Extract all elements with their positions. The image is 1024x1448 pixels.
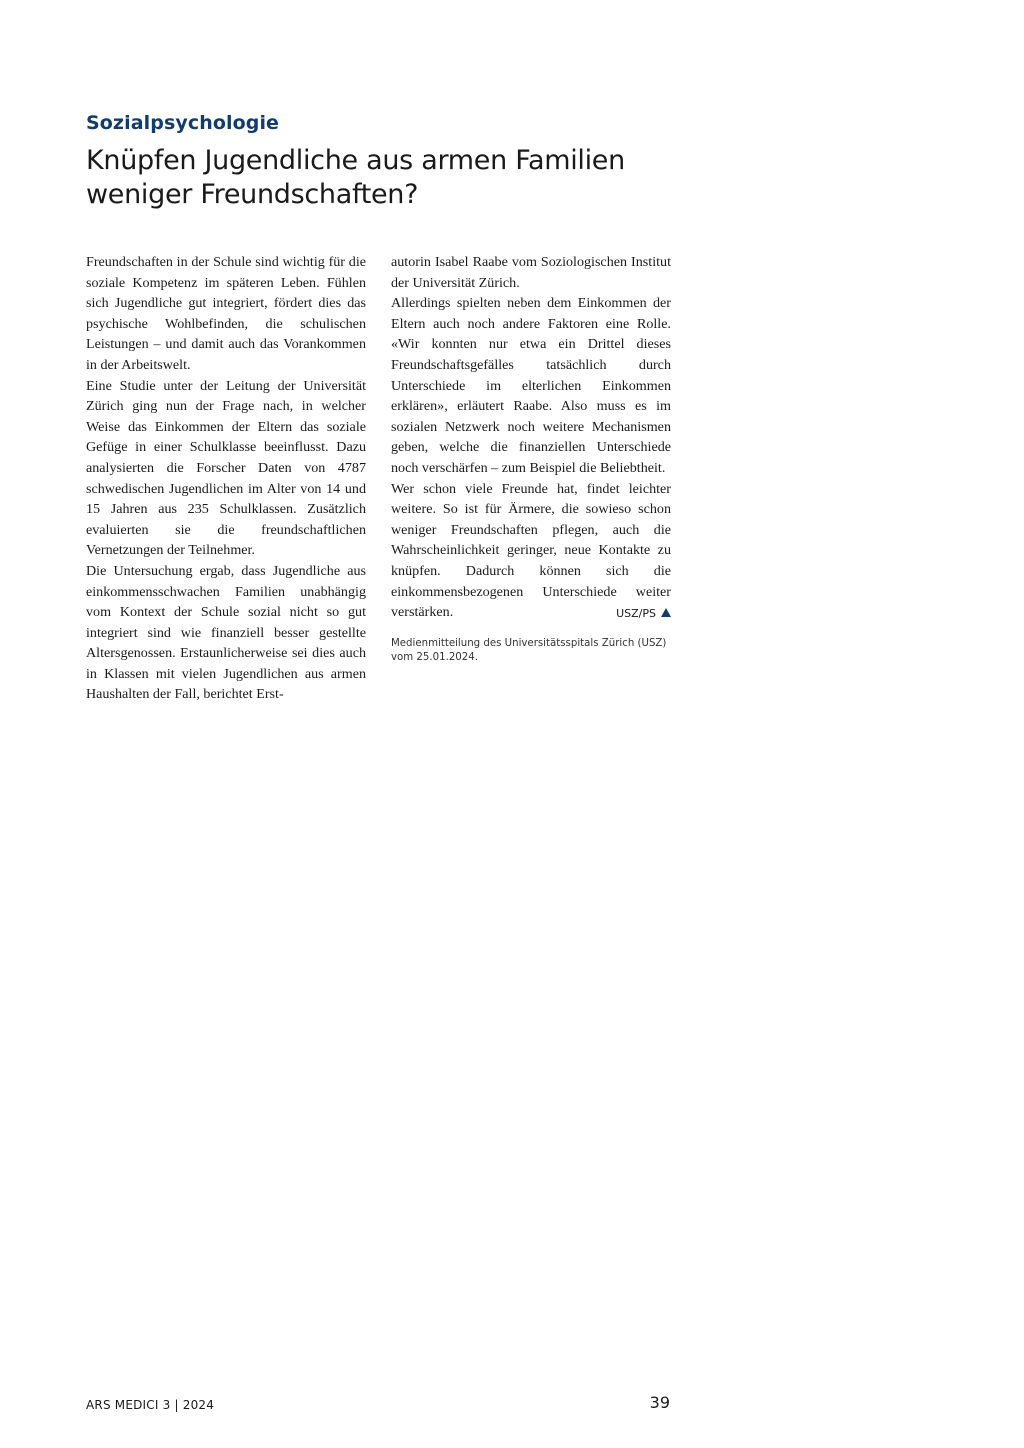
section-label: Sozialpsychologie (86, 112, 280, 134)
article-paragraph: Eine Studie unter der Leitung der Universität Zürich ging nun der Frage nach, in welcher Weise das Einkommen der Eltern das soziale Gefüge in einer Schulklasse beeinflusst. Dazu analysierten die Forscher Daten von 4787 schwedischen Jugendlichen im Alter von 14 und 15 Jahren aus 235 Schulklassen. Zusätzlich evaluierten sie die freundschaftlichen Vernetzungen der Teilnehmer. (86, 377, 366, 559)
page-number: 39 (649, 1393, 670, 1412)
article-paragraph: Freundschaften in der Schule sind wichtig für die soziale Kompetenz im späteren Leben. Fühlen sich Jugendliche gut integriert, fördert dies das psychische Wohlbefinden, die schulischen Leistungen – und damit auch das Vorankommen in der Arbeitswelt. (86, 254, 366, 373)
article-column-left (86, 252, 366, 705)
article-paragraph-last (391, 479, 671, 623)
article-headline: Knüpfen Jugendliche aus armen Familien weniger Freundschaften? (86, 145, 625, 210)
article-paragraph-text: Wer schon viele Freunde hat, findet leichter weitere. So ist für Ärmere, die sowieso schon weniger Freundschaften pflegen, auch die Wahrscheinlichkeit geringer, neue Kontakte zu knüpfen. Dadurch können sich die einkommensbezogenen Unterschiede weiter verstärken. (391, 480, 671, 621)
article-paragraph: autorin Isabel Raabe vom Soziologischen Institut der Universität Zürich. (391, 254, 671, 291)
footer-publication: ARS MEDICI 3 | 2024 (86, 1398, 215, 1412)
article-column-right (391, 252, 671, 666)
author-byline (616, 604, 671, 625)
source-note: Medienmitteilung des Universitätsspitals Zürich (USZ) vom 25.01.2024. (391, 637, 667, 664)
end-triangle-icon (661, 608, 671, 617)
article-paragraph: Die Untersuchung ergab, dass Jugendliche aus einkommensschwachen Familien unabhängig vom Kontext der Schule sozial nicht so gut integriert sind wie finanziell besser gestellte Altersgenossen. Erstaunlicherweise sei dies auch in Klassen mit vielen Jugendlichen aus armen Haushalten der Fall, berichtet Erst- (86, 562, 366, 703)
byline-text: USZ/PS (616, 607, 656, 621)
article-paragraph: Allerdings spielten neben dem Einkommen der Eltern auch noch andere Faktoren eine Rolle. «Wir konnten nur etwa ein Drittel dieses Freundschaftsgefälles tatsächlich durch Unterschiede im elterlichen Einkommen erklären», erläutert Raabe. Also muss es im sozialen Netzwerk noch weitere Mechanismen geben, welche die finanziellen Unterschiede noch verschärfen – zum Beispiel die Beliebtheit. (391, 295, 671, 476)
